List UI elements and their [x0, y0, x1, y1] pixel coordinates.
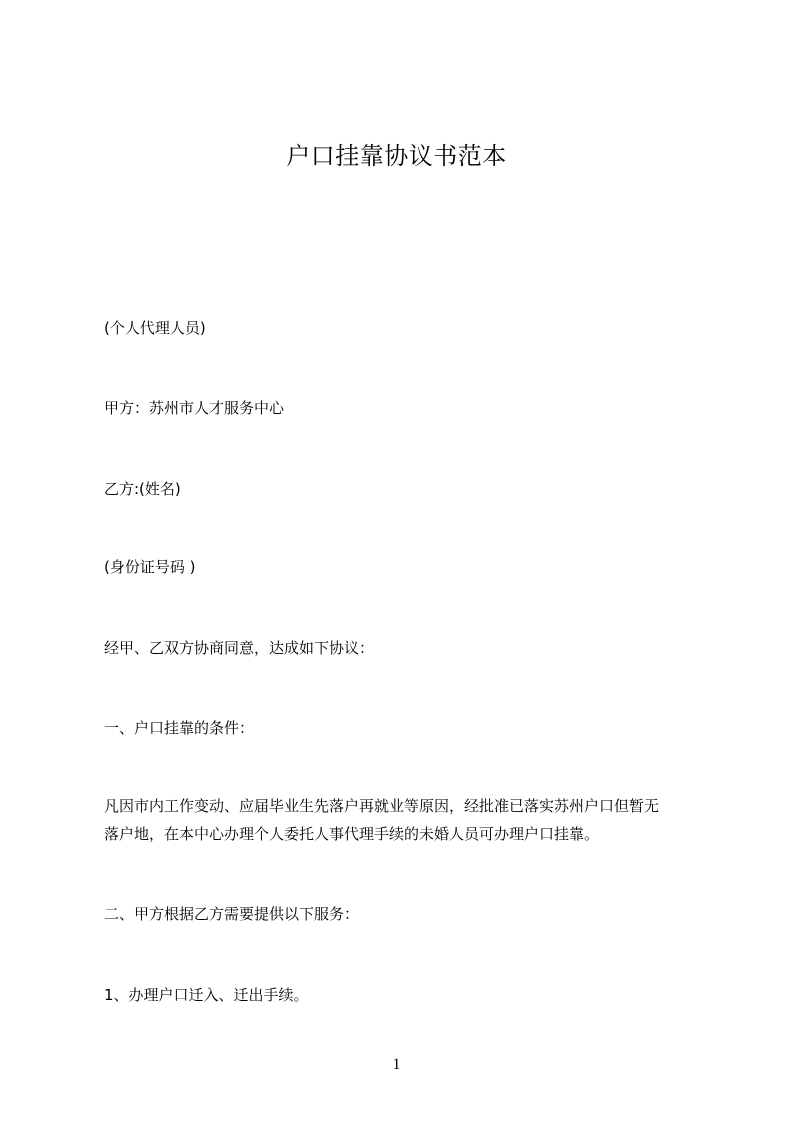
section2-heading: 二、甲方根据乙方需要提供以下服务： [104, 905, 360, 923]
agreement-intro: 经甲、乙双方协商同意，达成如下协议： [104, 639, 375, 657]
party-a-line: 甲方：苏州市人才服务中心 [104, 399, 285, 417]
section2-item-1: 1、办理户口迁入、迁出手续。 [104, 986, 309, 1004]
section1-heading: 一、户口挂靠的条件： [104, 719, 255, 737]
agent-note: (个人代理人员) [104, 319, 206, 337]
page-number: 1 [392, 1056, 401, 1073]
section1-body [104, 792, 714, 848]
id-number-line: (身份证号码 ) [104, 558, 196, 576]
party-b-line: 乙方:(姓名) [104, 480, 181, 498]
section1-body-line-2: 落户地，在本中心办理个人委托人事代理手续的未婚人员可办理户口挂靠。 [104, 825, 600, 843]
document-title: 户口挂靠协议书范本 [286, 142, 507, 170]
section1-body-line-1: 凡因市内工作变动、应届毕业生先落户再就业等原因，经批准已落实苏州户口但暂无 [104, 797, 660, 815]
